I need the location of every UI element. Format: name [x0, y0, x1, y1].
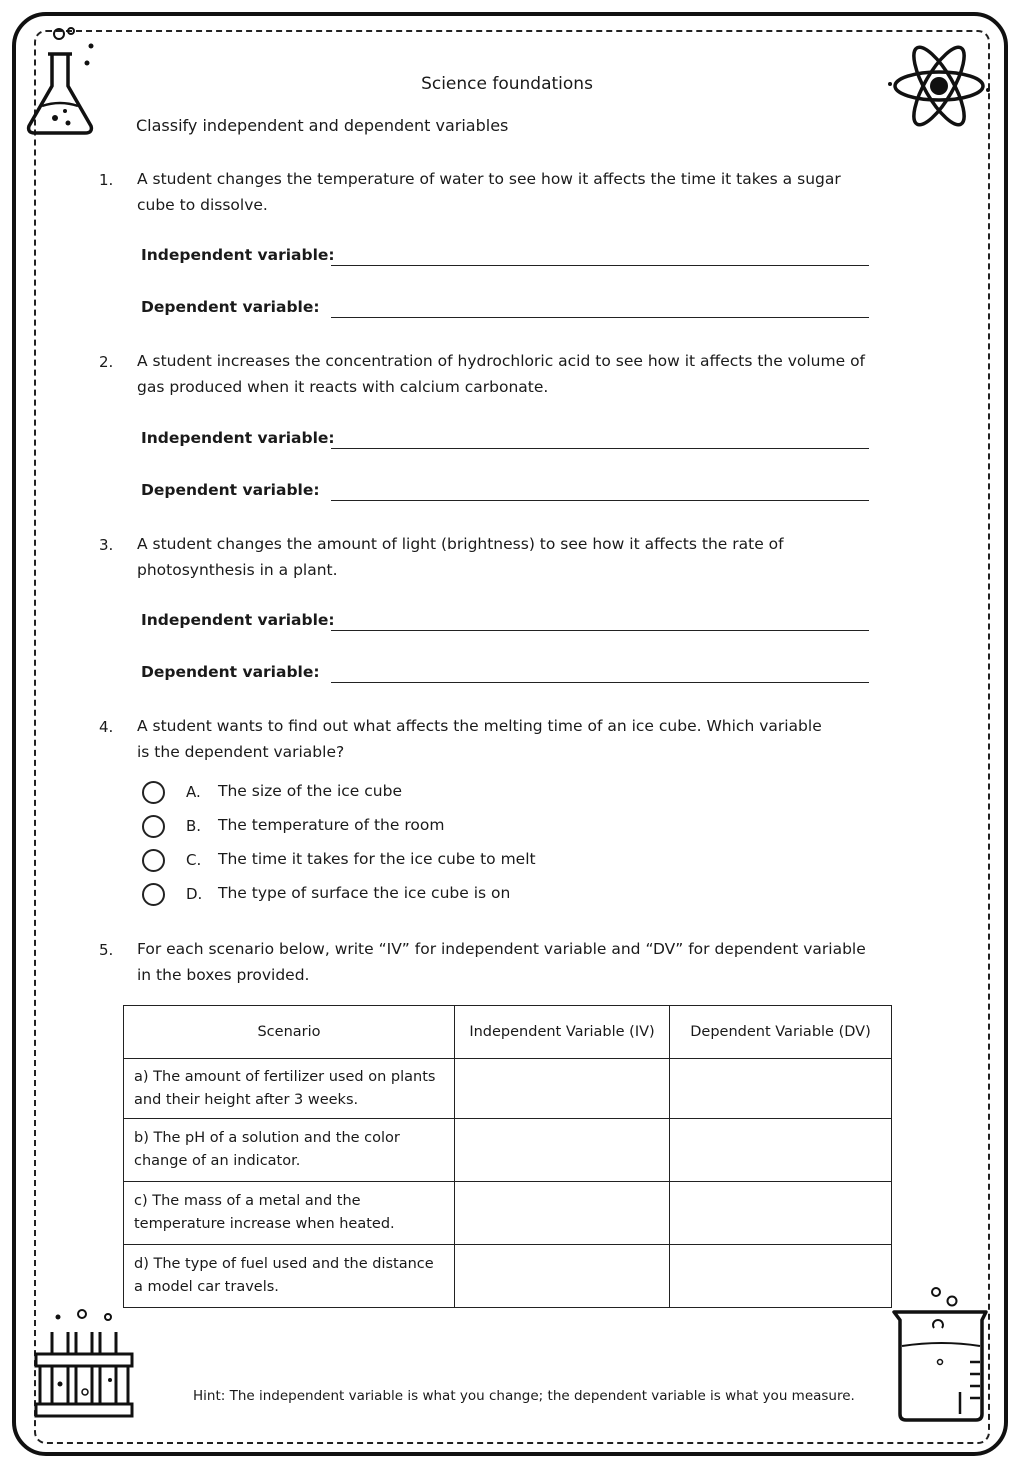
- table-row: [124, 1182, 892, 1245]
- table-row: [124, 1119, 892, 1182]
- test-tube-rack-icon: [30, 1304, 138, 1424]
- independent-variable-label: Independent variable:: [141, 429, 335, 447]
- column-header-scenario: Scenario: [124, 1006, 455, 1059]
- choice-text: The temperature of the room: [218, 816, 445, 834]
- table-row: [124, 1059, 892, 1119]
- choice-letter: D.: [186, 885, 203, 903]
- scenario-cell: a) The amount of fertilizer used on plants and their height after 3 weeks.: [124, 1059, 455, 1119]
- question-number: 1.: [99, 171, 114, 189]
- question-number: 3.: [99, 536, 114, 554]
- dv-answer-cell[interactable]: [670, 1119, 892, 1182]
- dv-answer-cell[interactable]: [670, 1182, 892, 1245]
- radio-button[interactable]: [142, 815, 165, 838]
- question-number: 5.: [99, 941, 114, 959]
- independent-variable-label: Independent variable:: [141, 611, 335, 629]
- iv-answer-cell[interactable]: [455, 1059, 670, 1119]
- column-header-independent: Independent Variable (IV): [455, 1006, 670, 1059]
- radio-button[interactable]: [142, 781, 165, 804]
- question-text: For each scenario below, write “IV” for independent variable and “DV” for dependent variable in the boxes provided.: [137, 940, 866, 984]
- scenario-cell: b) The pH of a solution and the color change of an indicator.: [124, 1119, 455, 1182]
- radio-button[interactable]: [142, 849, 165, 872]
- scenario-table: [123, 1005, 892, 1308]
- independent-variable-answer-line[interactable]: [331, 448, 869, 449]
- question-number: 4.: [99, 718, 114, 736]
- question-text: A student wants to find out what affects the melting time of an ice cube. Which variable is the dependent variable?: [137, 717, 822, 761]
- question-text: A student changes the temperature of water to see how it affects the time it takes a sugar cube to dissolve.: [137, 170, 841, 214]
- dv-answer-cell[interactable]: [670, 1059, 892, 1119]
- hint-text: Hint: The independent variable is what you change; the dependent variable is what you measure.: [193, 1388, 855, 1404]
- dependent-variable-answer-line[interactable]: [331, 500, 869, 501]
- independent-variable-answer-line[interactable]: [331, 265, 869, 266]
- worksheet-subtitle: Classify independent and dependent variables: [136, 116, 509, 135]
- radio-button[interactable]: [142, 883, 165, 906]
- scenario-cell: d) The type of fuel used and the distance a model car travels.: [124, 1245, 455, 1308]
- scenario-cell: c) The mass of a metal and the temperature increase when heated.: [124, 1182, 455, 1245]
- independent-variable-answer-line[interactable]: [331, 630, 869, 631]
- dependent-variable-label: Dependent variable:: [141, 481, 320, 499]
- question-text: A student changes the amount of light (brightness) to see how it affects the rate of photosynthesis in a plant.: [137, 535, 784, 579]
- column-header-dependent: Dependent Variable (DV): [670, 1006, 892, 1059]
- dependent-variable-label: Dependent variable:: [141, 298, 320, 316]
- choice-text: The type of surface the ice cube is on: [218, 884, 511, 902]
- dependent-variable-label: Dependent variable:: [141, 663, 320, 681]
- choice-letter: B.: [186, 817, 202, 835]
- choice-letter: C.: [186, 851, 202, 869]
- page-title: Science foundations: [421, 74, 593, 94]
- independent-variable-label: Independent variable:: [141, 246, 335, 264]
- dv-answer-cell[interactable]: [670, 1245, 892, 1308]
- table-header-row: [124, 1006, 892, 1059]
- question-text: A student increases the concentration of hydrochloric acid to see how it affects the volume of gas produced when it reacts with calcium carbonate.: [137, 352, 866, 396]
- question-number: 2.: [99, 353, 114, 371]
- beaker-icon: [890, 1284, 990, 1430]
- iv-answer-cell[interactable]: [455, 1182, 670, 1245]
- choice-text: The size of the ice cube: [218, 782, 402, 800]
- dependent-variable-answer-line[interactable]: [331, 682, 869, 683]
- choice-text: The time it takes for the ice cube to melt: [218, 850, 536, 868]
- choice-letter: A.: [186, 783, 201, 801]
- table-row: [124, 1245, 892, 1308]
- iv-answer-cell[interactable]: [455, 1245, 670, 1308]
- dependent-variable-answer-line[interactable]: [331, 317, 869, 318]
- iv-answer-cell[interactable]: [455, 1119, 670, 1182]
